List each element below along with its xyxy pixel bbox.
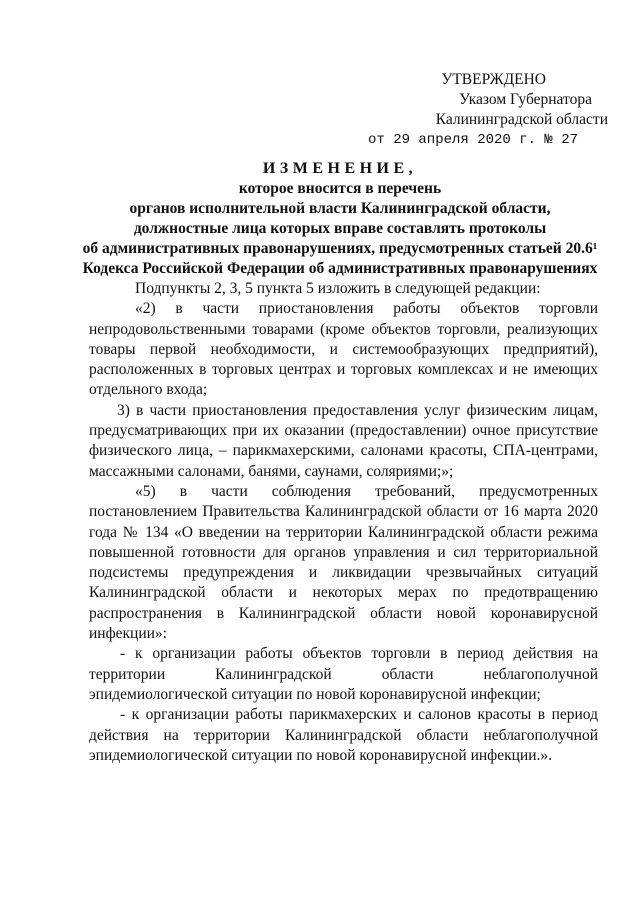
heading-line-4: об административных правонарушениях, предусмотренных статьей 20.6¹ (82, 240, 598, 257)
heading-line-1: которое вносится в перечень (238, 180, 442, 197)
subitem-3-paragraph: 3) в части приостановления предоставления услуг физическим лицам, предусматривающих при их оказании (предоставлении) очное присутствие физического лица, – парикмахерскими, салонами красоты, СПА-центрами, массажными салонами, банями, саунами, соляриями;»; (89, 401, 598, 480)
intro-paragraph: Подпункты 2, 3, 5 пункта 5 изложить в следующей редакции: (135, 280, 541, 297)
document-body (89, 279, 598, 766)
approval-date-number: от 29 апреля 2020 г. № 27 (368, 132, 579, 148)
dash-item-hairdressers: - к организации работы парикмахерских и салонов красоты в период действия на территории Калининградской области неблагополучной эпидемиологической ситуации по новой коронавирусной инфекции.». (89, 706, 598, 764)
approval-title: УТВЕРЖДЕНО (441, 71, 546, 88)
approval-region: Калининградской области (435, 111, 608, 128)
dash-item-trade: - к организации работы объектов торговли в период действия на территории Калининградской области неблагополучной эпидемиологической ситуации по новой коронавирусной инфекции; (89, 645, 598, 703)
subitem-2-paragraph: «2) в части приостановления работы объектов торговли непродовольственными товарами (кроме объектов торговли, реализующих товары первой необходимости, и системообразующих предприятий), расположенных в торговых центрах и торговых комплексах и не имеющих отдельного входа; (89, 300, 598, 399)
subitem-5-paragraph: «5) в части соблюдения требований, предусмотренных постановлением Правительства Калининградской области от 16 марта 2020 года № 134 «О введении на территории Калининградской области режима повышенной готовности для органов управления и сил территориальной подсистемы предупреждения и ликвидации чрезвычайных ситуаций Калининградской области и некоторых мерах по предотвращению распространения в Калининградской области новой коронавирусной инфекции»: (89, 482, 598, 643)
approval-stamp (368, 70, 608, 150)
heading-line-3: должностные лица которых вправе составлять протоколы (133, 220, 547, 237)
heading-line-5: Кодекса Российской Федерации об административных правонарушениях (82, 260, 598, 277)
heading-line-2: органов исполнительной власти Калининградской области, (129, 200, 551, 217)
document-heading (80, 159, 600, 279)
approval-issuer: Указом Губернатора (459, 91, 592, 108)
document-title: ИЗМЕНЕНИЕ, (262, 160, 418, 177)
